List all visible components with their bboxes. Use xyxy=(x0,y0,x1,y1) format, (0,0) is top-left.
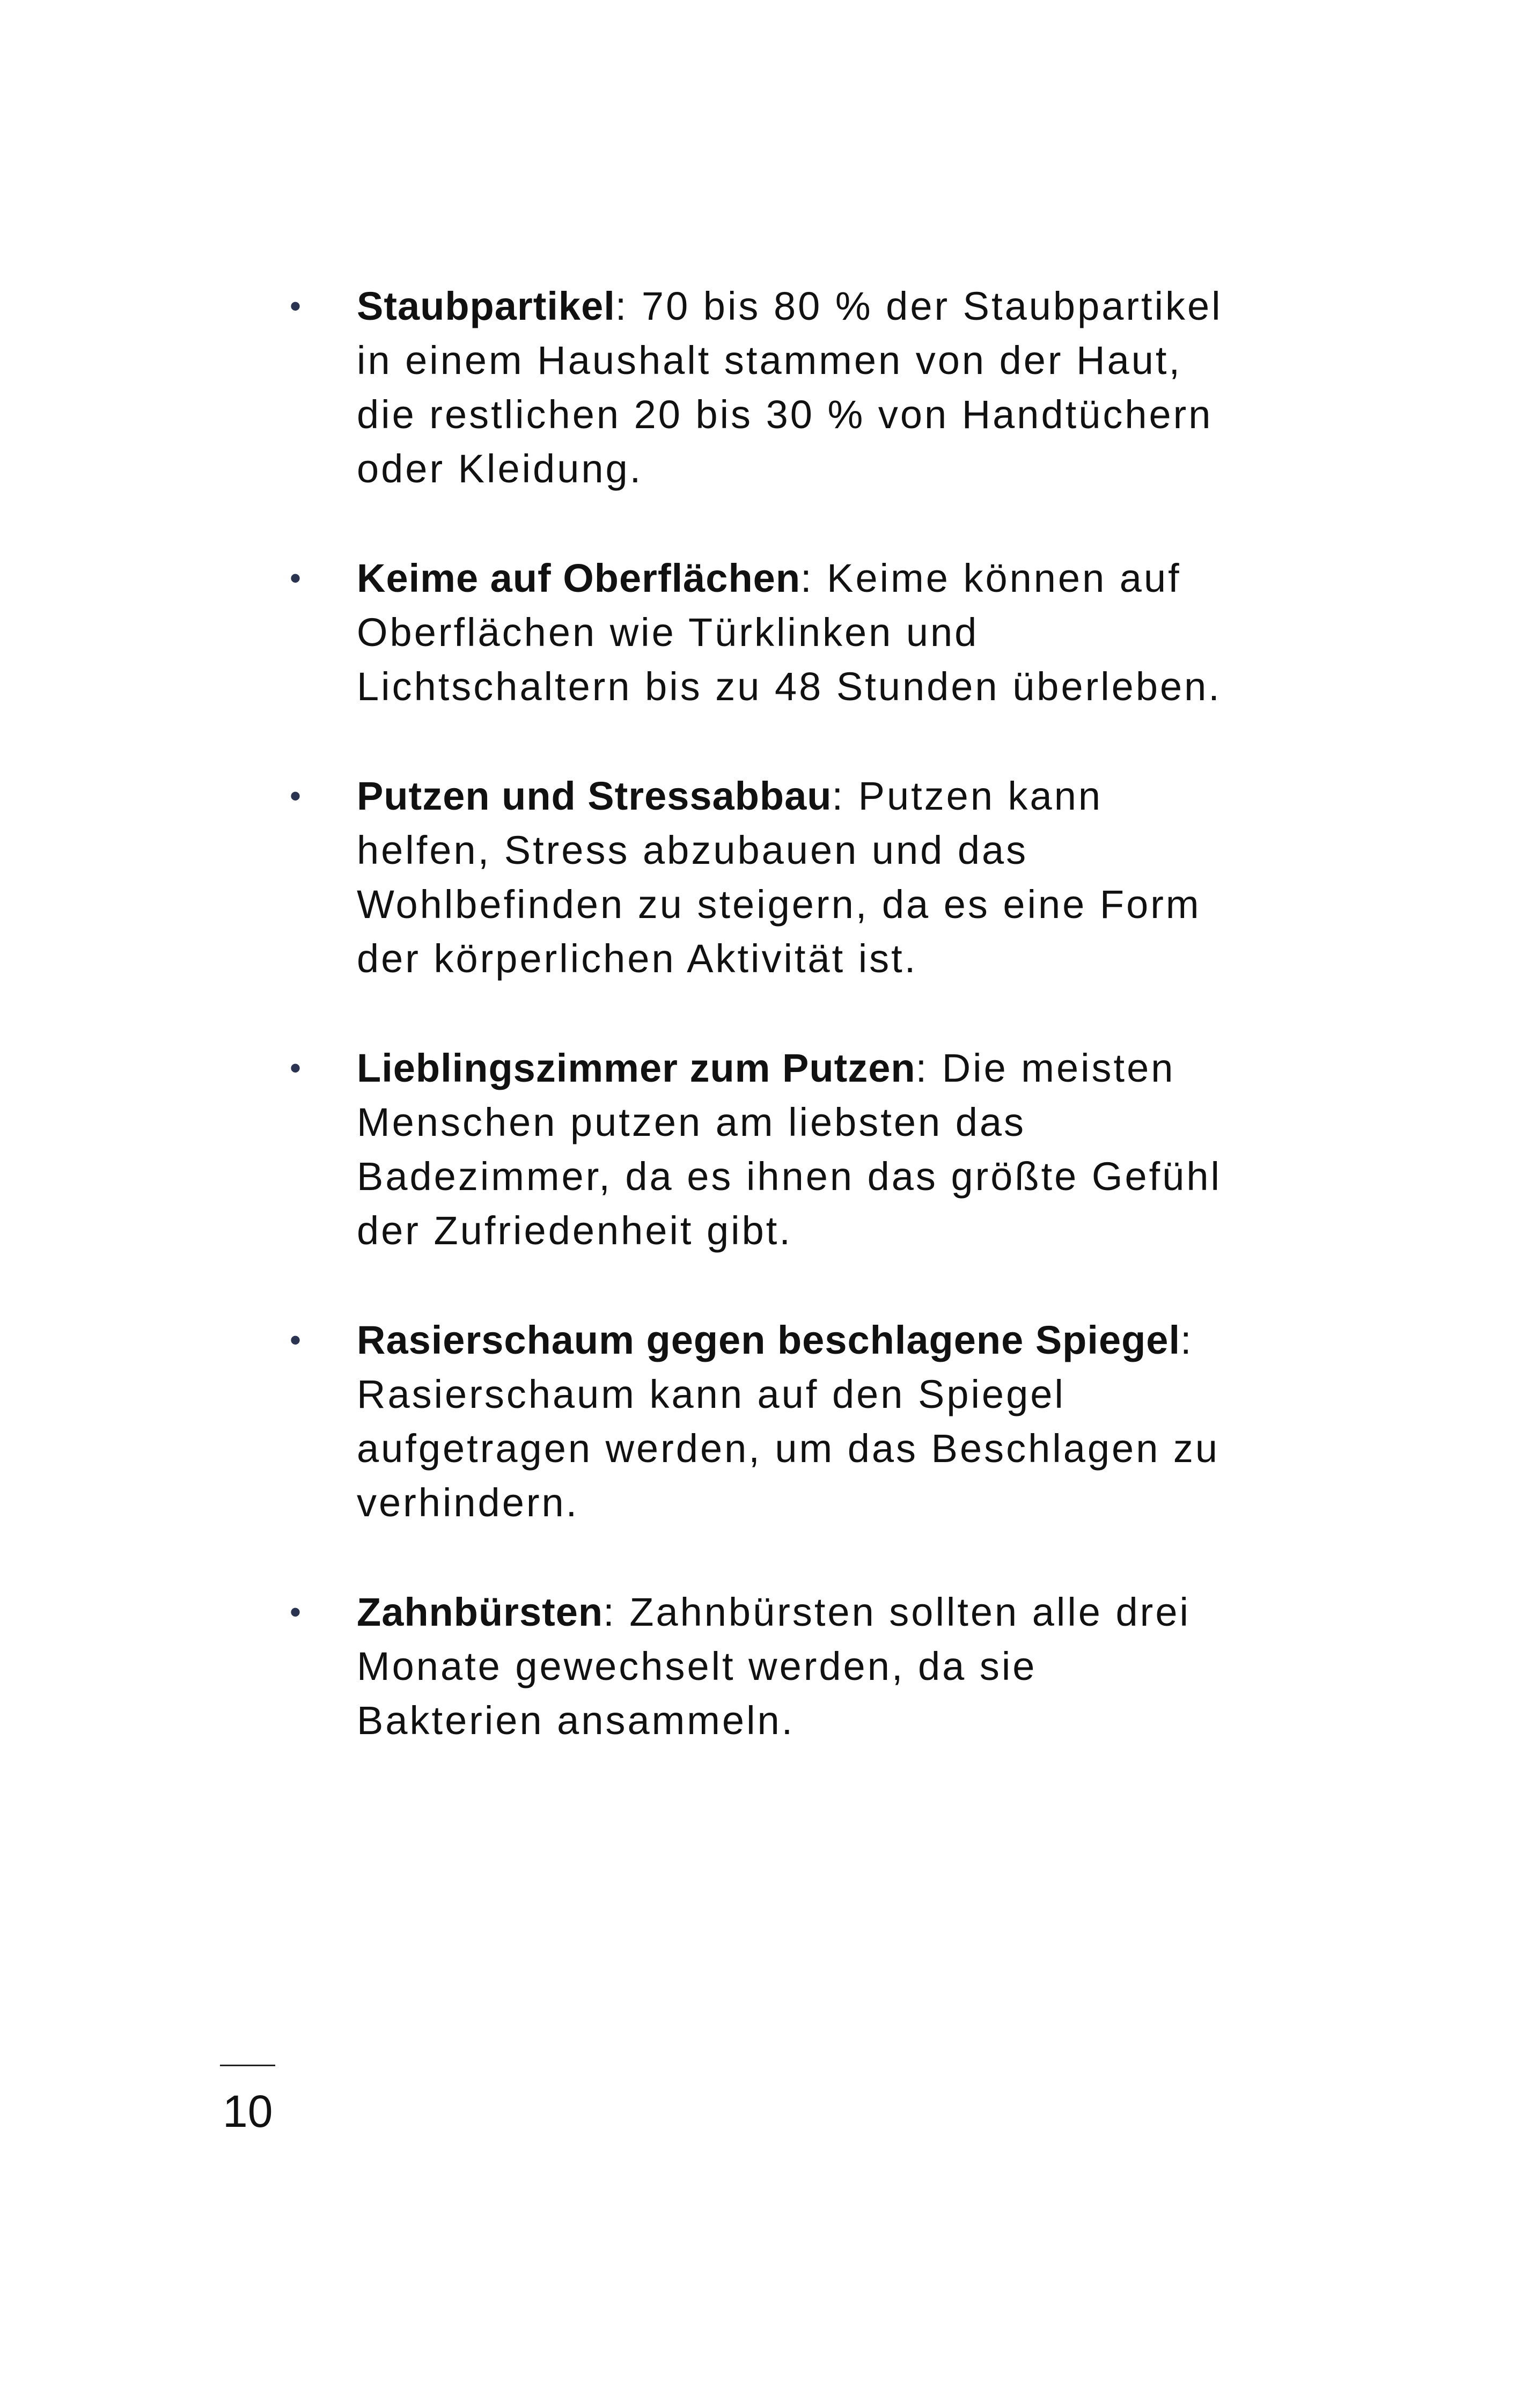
bullet-icon: • xyxy=(290,560,304,596)
item-term: Lieblingszimmer zum Putzen xyxy=(357,1046,916,1090)
item-separator: : xyxy=(615,284,629,328)
bullet-icon: • xyxy=(290,288,304,324)
list-item xyxy=(290,551,1234,714)
footer-divider xyxy=(220,2065,275,2066)
item-separator: : xyxy=(915,1046,929,1090)
item-separator: : xyxy=(1180,1318,1194,1362)
item-term: Staubpartikel xyxy=(357,284,615,328)
page-number: 10 xyxy=(223,2086,273,2137)
fact-list xyxy=(290,279,1234,1803)
item-separator: : xyxy=(603,1590,616,1634)
list-item xyxy=(290,769,1234,986)
item-text: 70 bis 80 % der Staubpartikel in einem Haushalt stammen von der Haut, die restlichen 20 bis 30 % von Handtüchern oder Kleidung. xyxy=(357,284,1223,491)
bullet-icon: • xyxy=(290,1594,304,1630)
item-term: Keime auf Oberflächen xyxy=(357,556,801,600)
item-term: Putzen und Stressabbau xyxy=(357,774,832,818)
item-term: Rasierschaum gegen beschlagene Spiegel xyxy=(357,1318,1181,1362)
item-separator: : xyxy=(800,556,814,600)
item-text: Keime können auf Oberflächen wie Türklinken und Lichtschaltern bis zu 48 Stunden überleben. xyxy=(357,556,1222,709)
item-text: Die meisten Menschen putzen am liebsten das Badezimmer, da es ihnen das größte Gefühl der Zufriedenheit gibt. xyxy=(357,1046,1222,1253)
bullet-icon: • xyxy=(290,1050,304,1086)
item-text: Zahnbürsten sollten alle drei Monate gewechselt werden, da sie Bakterien ansammeln. xyxy=(357,1590,1191,1743)
item-term: Zahnbürsten xyxy=(357,1590,604,1634)
bullet-icon: • xyxy=(290,778,304,814)
list-item xyxy=(290,1585,1234,1748)
item-separator: : xyxy=(832,774,846,818)
list-item xyxy=(290,1313,1234,1530)
list-item xyxy=(290,279,1234,496)
item-text: Putzen kann helfen, Stress abzubauen und das Wohlbefinden zu steigern, da es eine Form der körperlichen Aktivität ist. xyxy=(357,774,1201,981)
bullet-icon: • xyxy=(290,1322,304,1358)
item-text: Rasierschaum kann auf den Spiegel aufgetragen werden, um das Beschlagen zu verhindern. xyxy=(357,1372,1220,1525)
list-item xyxy=(290,1041,1234,1258)
